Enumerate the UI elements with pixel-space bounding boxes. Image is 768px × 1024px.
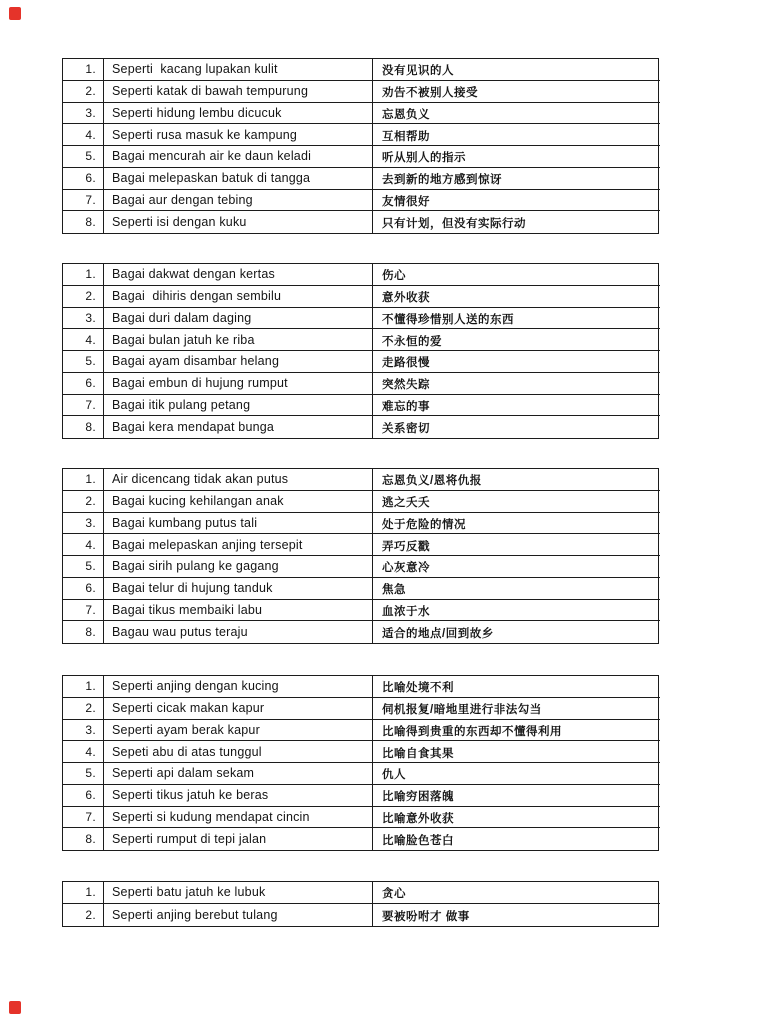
chinese-meaning: 劝告不被别人接受 xyxy=(373,81,660,103)
chinese-meaning: 贪心 xyxy=(373,882,660,904)
row-number: 1. xyxy=(63,882,104,904)
chinese-meaning: 比喻处境不利 xyxy=(373,676,660,698)
chinese-meaning: 互相帮助 xyxy=(373,124,660,146)
row-number: 5. xyxy=(63,556,104,578)
row-number: 8. xyxy=(63,828,104,850)
page-marker-icon xyxy=(9,1001,21,1014)
row-number: 7. xyxy=(63,807,104,829)
malay-phrase: Bagai aur dengan tebing xyxy=(104,190,373,212)
page-marker-icon xyxy=(9,7,21,20)
malay-phrase: Seperti ayam berak kapur xyxy=(104,720,373,742)
row-number: 2. xyxy=(63,286,104,308)
malay-phrase: Seperti batu jatuh ke lubuk xyxy=(104,882,373,904)
table-5 xyxy=(62,881,659,927)
chinese-meaning: 忘恩负义/恩将仇报 xyxy=(373,469,660,491)
chinese-meaning: 焦急 xyxy=(373,578,660,600)
row-number: 1. xyxy=(63,264,104,286)
row-number: 3. xyxy=(63,103,104,125)
chinese-meaning: 要被吩咐才 做事 xyxy=(382,910,470,923)
row-number: 7. xyxy=(63,600,104,622)
row-number: 3. xyxy=(63,720,104,742)
chinese-meaning: 比喻得到贵重的东西却不懂得利用 xyxy=(373,720,660,742)
malay-phrase: Bagai dakwat dengan kertas xyxy=(104,264,373,286)
chinese-meaning: 伤心 xyxy=(373,264,660,286)
row-number: 5. xyxy=(63,763,104,785)
chinese-meaning: 没有见识的人 xyxy=(373,59,660,81)
row-number: 4. xyxy=(63,124,104,146)
chinese-meaning: 不懂得珍惜别人送的东西 xyxy=(373,308,660,330)
malay-phrase: Bagai melepaskan anjing tersepit xyxy=(104,534,373,556)
malay-phrase: Seperti rumput di tepi jalan xyxy=(104,828,373,850)
chinese-meaning: 去到新的地方感到惊讶 xyxy=(373,168,660,190)
malay-phrase: Bagai telur di hujung tanduk xyxy=(104,578,373,600)
chinese-meaning: 听从别人的指示 xyxy=(373,146,660,168)
row-number: 2. xyxy=(63,904,104,926)
malay-phrase: Sepeti abu di atas tunggul xyxy=(104,741,373,763)
chinese-meaning: 心灰意冷 xyxy=(373,556,660,578)
malay-phrase: Seperti anjing dengan kucing xyxy=(104,676,373,698)
malay-phrase: Bagai sirih pulang ke gagang xyxy=(104,556,373,578)
malay-phrase: Bagai mencurah air ke daun keladi xyxy=(104,146,373,168)
malay-phrase: Seperti hidung lembu dicucuk xyxy=(104,103,373,125)
row-number: 1. xyxy=(63,59,104,81)
malay-phrase: Seperti rusa masuk ke kampung xyxy=(104,124,373,146)
chinese-meaning: 比喻自食其果 xyxy=(373,741,660,763)
row-number: 4. xyxy=(63,329,104,351)
row-number: 4. xyxy=(63,534,104,556)
row-number: 3. xyxy=(63,308,104,330)
row-number: 2. xyxy=(63,698,104,720)
row-number: 7. xyxy=(63,395,104,417)
malay-phrase: Bagai bulan jatuh ke riba xyxy=(104,329,373,351)
row-number: 6. xyxy=(63,785,104,807)
malay-phrase: Bagai kucing kehilangan anak xyxy=(104,491,373,513)
row-number: 4. xyxy=(63,741,104,763)
malay-phrase: Bagai ayam disambar helang xyxy=(104,351,373,373)
row-number: 6. xyxy=(63,373,104,395)
row-number: 5. xyxy=(63,146,104,168)
row-number: 1. xyxy=(63,676,104,698)
chinese-meaning: 友情很好 xyxy=(373,190,660,212)
row-number: 1. xyxy=(63,469,104,491)
malay-phrase: Seperti si kudung mendapat cincin xyxy=(104,807,373,829)
row-number: 5. xyxy=(63,351,104,373)
chinese-meaning: 走路很慢 xyxy=(373,351,660,373)
row-number: 8. xyxy=(63,621,104,643)
malay-phrase: Bagai melepaskan batuk di tangga xyxy=(104,168,373,190)
malay-phrase: Seperti anjing berebut tulang xyxy=(104,904,373,926)
chinese-meaning: 比喻脸色苍白 xyxy=(382,835,454,848)
malay-phrase: Bagai tikus membaiki labu xyxy=(104,600,373,622)
chinese-meaning: 适合的地点/回到故乡 xyxy=(382,628,494,641)
table-1 xyxy=(62,58,659,234)
chinese-meaning: 比喻穷困落魄 xyxy=(373,785,660,807)
row-number: 7. xyxy=(63,190,104,212)
chinese-meaning: 处于危险的情况 xyxy=(373,513,660,535)
chinese-meaning: 忘恩负义 xyxy=(373,103,660,125)
chinese-meaning: 弄巧反戳 xyxy=(373,534,660,556)
chinese-meaning: 关系密切 xyxy=(382,423,430,436)
malay-phrase: Bagau wau putus teraju xyxy=(104,621,373,643)
malay-phrase: Bagai itik pulang petang xyxy=(104,395,373,417)
malay-phrase: Air dicencang tidak akan putus xyxy=(104,469,373,491)
chinese-meaning: 难忘的事 xyxy=(373,395,660,417)
malay-phrase: Seperti cicak makan kapur xyxy=(104,698,373,720)
malay-phrase: Seperti katak di bawah tempurung xyxy=(104,81,373,103)
chinese-meaning: 血浓于水 xyxy=(373,600,660,622)
malay-phrase: Bagai kumbang putus tali xyxy=(104,513,373,535)
row-number: 2. xyxy=(63,81,104,103)
table-2 xyxy=(62,263,659,439)
chinese-meaning: 只有计划，但没有实际行动 xyxy=(382,218,526,231)
table-4 xyxy=(62,675,659,851)
malay-phrase: Bagai dihiris dengan sembilu xyxy=(104,286,373,308)
malay-phrase: Seperti isi dengan kuku xyxy=(104,211,373,233)
row-number: 8. xyxy=(63,211,104,233)
chinese-meaning: 不永恒的爱 xyxy=(373,329,660,351)
chinese-meaning: 伺机报复/暗地里进行非法勾当 xyxy=(373,698,660,720)
row-number: 8. xyxy=(63,416,104,438)
row-number: 6. xyxy=(63,168,104,190)
chinese-meaning: 突然失踪 xyxy=(373,373,660,395)
chinese-meaning: 比喻意外收获 xyxy=(373,807,660,829)
chinese-meaning: 仇人 xyxy=(373,763,660,785)
malay-phrase: Bagai embun di hujung rumput xyxy=(104,373,373,395)
row-number: 3. xyxy=(63,513,104,535)
malay-phrase: Bagai kera mendapat bunga xyxy=(104,416,373,438)
malay-phrase: Bagai duri dalam daging xyxy=(104,308,373,330)
chinese-meaning: 逃之夭夭 xyxy=(373,491,660,513)
row-number: 6. xyxy=(63,578,104,600)
malay-phrase: Seperti api dalam sekam xyxy=(104,763,373,785)
table-3 xyxy=(62,468,659,644)
chinese-meaning: 意外收获 xyxy=(373,286,660,308)
row-number: 2. xyxy=(63,491,104,513)
malay-phrase: Seperti kacang lupakan kulit xyxy=(104,59,373,81)
malay-phrase: Seperti tikus jatuh ke beras xyxy=(104,785,373,807)
